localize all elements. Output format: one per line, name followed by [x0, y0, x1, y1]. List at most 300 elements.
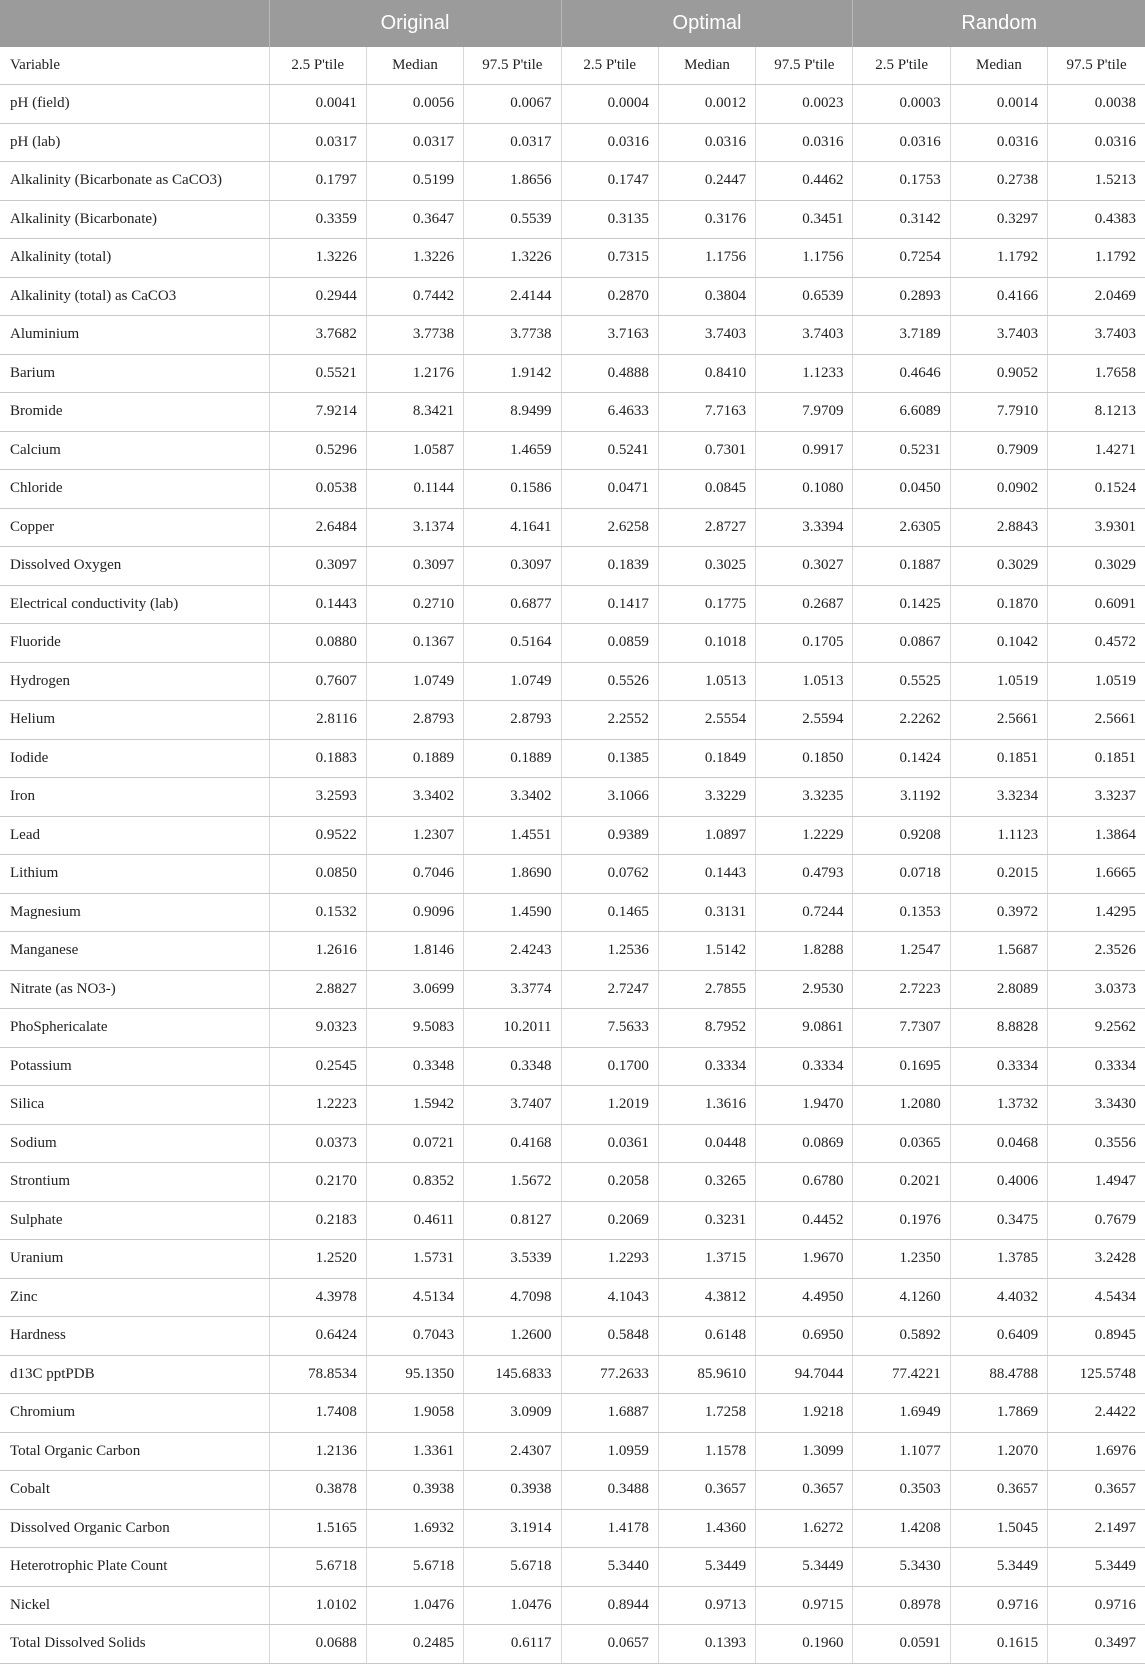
value-cell: 0.4452 [756, 1201, 853, 1240]
table-row [0, 239, 1145, 278]
value-cell: 0.0004 [561, 85, 658, 124]
value-cell: 5.3430 [853, 1548, 950, 1587]
value-cell: 1.5731 [366, 1240, 463, 1279]
value-cell: 1.0513 [658, 662, 755, 701]
column-header: Median [366, 47, 463, 85]
value-cell: 7.9709 [756, 393, 853, 432]
value-cell: 3.7738 [464, 316, 561, 355]
value-cell: 0.0450 [853, 470, 950, 509]
variable-cell: Uranium [0, 1240, 269, 1279]
value-cell: 0.3334 [756, 1047, 853, 1086]
value-cell: 6.4633 [561, 393, 658, 432]
table-row [0, 431, 1145, 470]
column-header-variable: Variable [0, 47, 269, 85]
value-cell: 0.0056 [366, 85, 463, 124]
table-row [0, 893, 1145, 932]
value-cell: 1.0519 [950, 662, 1047, 701]
value-cell: 0.3359 [269, 200, 366, 239]
value-cell: 94.7044 [756, 1355, 853, 1394]
value-cell: 5.3449 [658, 1548, 755, 1587]
value-cell: 0.3657 [950, 1471, 1047, 1510]
column-header: 97.5 P'tile [1048, 47, 1145, 85]
value-cell: 3.3774 [464, 970, 561, 1009]
value-cell: 1.0519 [1048, 662, 1145, 701]
value-cell: 0.1532 [269, 893, 366, 932]
value-cell: 2.4307 [464, 1432, 561, 1471]
table-row [0, 739, 1145, 778]
value-cell: 0.5848 [561, 1317, 658, 1356]
value-cell: 1.0587 [366, 431, 463, 470]
value-cell: 1.0959 [561, 1432, 658, 1471]
value-cell: 0.1976 [853, 1201, 950, 1240]
value-cell: 1.1792 [1048, 239, 1145, 278]
value-cell: 8.7952 [658, 1009, 755, 1048]
value-cell: 0.0867 [853, 624, 950, 663]
table-row [0, 1163, 1145, 1202]
value-cell: 0.4166 [950, 277, 1047, 316]
column-header: Median [950, 47, 1047, 85]
value-cell: 0.3334 [1048, 1047, 1145, 1086]
value-cell: 1.3864 [1048, 816, 1145, 855]
value-cell: 0.1417 [561, 585, 658, 624]
value-cell: 0.1700 [561, 1047, 658, 1086]
value-cell: 0.0316 [561, 123, 658, 162]
value-cell: 0.6780 [756, 1163, 853, 1202]
value-cell: 0.5296 [269, 431, 366, 470]
value-cell: 0.3497 [1048, 1625, 1145, 1664]
value-cell: 1.2229 [756, 816, 853, 855]
value-cell: 0.4572 [1048, 624, 1145, 663]
value-cell: 0.6424 [269, 1317, 366, 1356]
value-cell: 0.8127 [464, 1201, 561, 1240]
value-cell: 3.7403 [756, 316, 853, 355]
column-header: Median [658, 47, 755, 85]
variable-cell: Sodium [0, 1124, 269, 1163]
value-cell: 4.5434 [1048, 1278, 1145, 1317]
value-cell: 0.5521 [269, 354, 366, 393]
value-cell: 0.0067 [464, 85, 561, 124]
table-row [0, 1355, 1145, 1394]
value-cell: 0.1465 [561, 893, 658, 932]
value-cell: 2.4243 [464, 932, 561, 971]
table-row [0, 1240, 1145, 1279]
variable-cell: Fluoride [0, 624, 269, 663]
value-cell: 1.2307 [366, 816, 463, 855]
table-row [0, 277, 1145, 316]
table-row [0, 932, 1145, 971]
value-cell: 0.1797 [269, 162, 366, 201]
value-cell: 4.1043 [561, 1278, 658, 1317]
value-cell: 2.8843 [950, 508, 1047, 547]
variable-cell: Aluminium [0, 316, 269, 355]
value-cell: 3.3237 [1048, 778, 1145, 817]
value-cell: 1.6272 [756, 1509, 853, 1548]
value-cell: 0.3142 [853, 200, 950, 239]
value-cell: 88.4788 [950, 1355, 1047, 1394]
value-cell: 2.9530 [756, 970, 853, 1009]
value-cell: 0.0762 [561, 855, 658, 894]
value-cell: 8.9499 [464, 393, 561, 432]
value-cell: 0.2021 [853, 1163, 950, 1202]
table-row [0, 1278, 1145, 1317]
value-cell: 0.8944 [561, 1586, 658, 1625]
value-cell: 0.2893 [853, 277, 950, 316]
table-row [0, 1432, 1145, 1471]
value-cell: 0.2069 [561, 1201, 658, 1240]
value-cell: 1.5687 [950, 932, 1047, 971]
value-cell: 1.6932 [366, 1509, 463, 1548]
value-cell: 1.2350 [853, 1240, 950, 1279]
value-cell: 0.6091 [1048, 585, 1145, 624]
table-row [0, 1086, 1145, 1125]
value-cell: 9.2562 [1048, 1009, 1145, 1048]
value-cell: 0.3025 [658, 547, 755, 586]
column-header: 97.5 P'tile [464, 47, 561, 85]
value-cell: 0.1524 [1048, 470, 1145, 509]
value-cell: 0.7607 [269, 662, 366, 701]
value-cell: 0.1018 [658, 624, 755, 663]
value-cell: 1.7658 [1048, 354, 1145, 393]
value-cell: 0.2710 [366, 585, 463, 624]
variable-cell: Manganese [0, 932, 269, 971]
value-cell: 0.3938 [464, 1471, 561, 1510]
value-cell: 77.4221 [853, 1355, 950, 1394]
variable-cell: Dissolved Oxygen [0, 547, 269, 586]
value-cell: 0.9389 [561, 816, 658, 855]
value-cell: 3.1914 [464, 1509, 561, 1548]
variable-cell: Cobalt [0, 1471, 269, 1510]
value-cell: 1.3785 [950, 1240, 1047, 1279]
value-cell: 0.3097 [366, 547, 463, 586]
value-cell: 0.9208 [853, 816, 950, 855]
value-cell: 0.5231 [853, 431, 950, 470]
value-cell: 7.7163 [658, 393, 755, 432]
value-cell: 0.3029 [950, 547, 1047, 586]
value-cell: 0.1443 [269, 585, 366, 624]
value-cell: 2.5554 [658, 701, 755, 740]
table-row [0, 200, 1145, 239]
value-cell: 0.1424 [853, 739, 950, 778]
value-cell: 4.5134 [366, 1278, 463, 1317]
value-cell: 0.1889 [464, 739, 561, 778]
value-cell: 0.3348 [464, 1047, 561, 1086]
variable-cell: Lithium [0, 855, 269, 894]
table-row [0, 1201, 1145, 1240]
group-header-random: Random [853, 0, 1145, 47]
group-header-row [0, 0, 1145, 47]
value-cell: 0.2738 [950, 162, 1047, 201]
table-body [0, 85, 1145, 1664]
table-row [0, 470, 1145, 509]
value-cell: 1.1756 [756, 239, 853, 278]
value-cell: 0.9716 [950, 1586, 1047, 1625]
value-cell: 2.5661 [1048, 701, 1145, 740]
value-cell: 3.0373 [1048, 970, 1145, 1009]
value-cell: 1.7258 [658, 1394, 755, 1433]
value-cell: 1.1578 [658, 1432, 755, 1471]
value-cell: 0.8352 [366, 1163, 463, 1202]
variable-cell: Electrical conductivity (lab) [0, 585, 269, 624]
value-cell: 2.4422 [1048, 1394, 1145, 1433]
value-cell: 3.7189 [853, 316, 950, 355]
value-cell: 0.0591 [853, 1625, 950, 1664]
value-cell: 0.0012 [658, 85, 755, 124]
value-cell: 1.8146 [366, 932, 463, 971]
value-cell: 2.3526 [1048, 932, 1145, 971]
value-cell: 0.0316 [658, 123, 755, 162]
variable-cell: Hydrogen [0, 662, 269, 701]
value-cell: 3.1374 [366, 508, 463, 547]
value-cell: 2.0469 [1048, 277, 1145, 316]
value-cell: 4.4032 [950, 1278, 1047, 1317]
variable-cell: Helium [0, 701, 269, 740]
value-cell: 0.5526 [561, 662, 658, 701]
table-row [0, 624, 1145, 663]
value-cell: 1.0476 [464, 1586, 561, 1625]
value-cell: 3.3229 [658, 778, 755, 817]
value-cell: 1.4360 [658, 1509, 755, 1548]
value-cell: 2.8116 [269, 701, 366, 740]
value-cell: 85.9610 [658, 1355, 755, 1394]
value-cell: 2.4144 [464, 277, 561, 316]
value-cell: 0.0880 [269, 624, 366, 663]
value-cell: 0.0850 [269, 855, 366, 894]
table-row [0, 1471, 1145, 1510]
table-row [0, 1124, 1145, 1163]
value-cell: 1.3732 [950, 1086, 1047, 1125]
value-cell: 1.4271 [1048, 431, 1145, 470]
value-cell: 0.0316 [950, 123, 1047, 162]
value-cell: 0.3231 [658, 1201, 755, 1240]
value-cell: 0.0718 [853, 855, 950, 894]
value-cell: 3.2428 [1048, 1240, 1145, 1279]
value-cell: 5.6718 [269, 1548, 366, 1587]
table-row [0, 1548, 1145, 1587]
value-cell: 1.1233 [756, 354, 853, 393]
variable-cell: Strontium [0, 1163, 269, 1202]
value-cell: 0.5164 [464, 624, 561, 663]
value-cell: 0.1393 [658, 1625, 755, 1664]
table-row [0, 778, 1145, 817]
value-cell: 1.5142 [658, 932, 755, 971]
value-cell: 0.5525 [853, 662, 950, 701]
table-row [0, 85, 1145, 124]
value-cell: 2.8827 [269, 970, 366, 1009]
value-cell: 3.0909 [464, 1394, 561, 1433]
variable-cell: Copper [0, 508, 269, 547]
value-cell: 0.0023 [756, 85, 853, 124]
value-cell: 7.7910 [950, 393, 1047, 432]
variable-cell: pH (lab) [0, 123, 269, 162]
value-cell: 2.8727 [658, 508, 755, 547]
value-cell: 0.2944 [269, 277, 366, 316]
value-cell: 0.0859 [561, 624, 658, 663]
value-cell: 0.1775 [658, 585, 755, 624]
value-cell: 1.0749 [366, 662, 463, 701]
value-cell: 1.4659 [464, 431, 561, 470]
value-cell: 0.9715 [756, 1586, 853, 1625]
value-cell: 1.2136 [269, 1432, 366, 1471]
value-cell: 3.7403 [1048, 316, 1145, 355]
value-cell: 0.0003 [853, 85, 950, 124]
value-cell: 1.9470 [756, 1086, 853, 1125]
variable-cell: d13C pptPDB [0, 1355, 269, 1394]
value-cell: 0.2545 [269, 1047, 366, 1086]
table-row [0, 508, 1145, 547]
value-cell: 1.4947 [1048, 1163, 1145, 1202]
variable-cell: Potassium [0, 1047, 269, 1086]
value-cell: 3.3402 [366, 778, 463, 817]
value-cell: 3.7738 [366, 316, 463, 355]
value-cell: 1.4551 [464, 816, 561, 855]
value-cell: 9.0861 [756, 1009, 853, 1048]
value-cell: 0.9713 [658, 1586, 755, 1625]
value-cell: 2.8793 [464, 701, 561, 740]
column-header-row [0, 47, 1145, 85]
value-cell: 3.3402 [464, 778, 561, 817]
value-cell: 0.4888 [561, 354, 658, 393]
value-cell: 0.0361 [561, 1124, 658, 1163]
value-cell: 2.5661 [950, 701, 1047, 740]
value-cell: 0.3097 [269, 547, 366, 586]
value-cell: 0.2485 [366, 1625, 463, 1664]
value-cell: 0.1870 [950, 585, 1047, 624]
value-cell: 1.3099 [756, 1432, 853, 1471]
table-row [0, 662, 1145, 701]
value-cell: 1.7869 [950, 1394, 1047, 1433]
column-header: 2.5 P'tile [269, 47, 366, 85]
table-row [0, 1586, 1145, 1625]
variable-cell: Total Organic Carbon [0, 1432, 269, 1471]
value-cell: 0.0688 [269, 1625, 366, 1664]
value-cell: 0.0317 [366, 123, 463, 162]
value-cell: 4.3812 [658, 1278, 755, 1317]
value-cell: 7.7307 [853, 1009, 950, 1048]
value-cell: 1.0897 [658, 816, 755, 855]
table-row [0, 162, 1145, 201]
value-cell: 2.7247 [561, 970, 658, 1009]
value-cell: 0.6117 [464, 1625, 561, 1664]
value-cell: 0.3027 [756, 547, 853, 586]
value-cell: 2.6258 [561, 508, 658, 547]
value-cell: 1.2176 [366, 354, 463, 393]
value-cell: 95.1350 [366, 1355, 463, 1394]
value-cell: 0.2687 [756, 585, 853, 624]
value-cell: 3.3235 [756, 778, 853, 817]
value-cell: 1.3361 [366, 1432, 463, 1471]
value-cell: 1.1792 [950, 239, 1047, 278]
value-cell: 0.3657 [756, 1471, 853, 1510]
value-cell: 1.7408 [269, 1394, 366, 1433]
value-cell: 0.0845 [658, 470, 755, 509]
value-cell: 5.3449 [950, 1548, 1047, 1587]
value-cell: 3.3430 [1048, 1086, 1145, 1125]
table-row [0, 1509, 1145, 1548]
value-cell: 1.2520 [269, 1240, 366, 1279]
value-cell: 2.1497 [1048, 1509, 1145, 1548]
value-cell: 10.2011 [464, 1009, 561, 1048]
value-cell: 0.0657 [561, 1625, 658, 1664]
value-cell: 0.0365 [853, 1124, 950, 1163]
value-cell: 0.3878 [269, 1471, 366, 1510]
variable-cell: Chloride [0, 470, 269, 509]
value-cell: 5.6718 [464, 1548, 561, 1587]
table-row [0, 393, 1145, 432]
value-cell: 0.6877 [464, 585, 561, 624]
value-cell: 1.4295 [1048, 893, 1145, 932]
value-cell: 1.2600 [464, 1317, 561, 1356]
variable-cell: Iodide [0, 739, 269, 778]
variable-cell: Dissolved Organic Carbon [0, 1509, 269, 1548]
value-cell: 0.2870 [561, 277, 658, 316]
value-cell: 0.4168 [464, 1124, 561, 1163]
value-cell: 1.1756 [658, 239, 755, 278]
value-cell: 3.9301 [1048, 508, 1145, 547]
value-cell: 0.1851 [950, 739, 1047, 778]
variable-cell: Nitrate (as NO3-) [0, 970, 269, 1009]
variable-cell: Nickel [0, 1586, 269, 1625]
value-cell: 0.1080 [756, 470, 853, 509]
value-cell: 0.7244 [756, 893, 853, 932]
value-cell: 0.3503 [853, 1471, 950, 1510]
value-cell: 0.1385 [561, 739, 658, 778]
value-cell: 0.7254 [853, 239, 950, 278]
value-cell: 0.6148 [658, 1317, 755, 1356]
value-cell: 0.5539 [464, 200, 561, 239]
value-cell: 4.4950 [756, 1278, 853, 1317]
value-cell: 0.1705 [756, 624, 853, 663]
value-cell: 9.0323 [269, 1009, 366, 1048]
value-cell: 1.3715 [658, 1240, 755, 1279]
value-cell: 1.2070 [950, 1432, 1047, 1471]
value-cell: 4.3978 [269, 1278, 366, 1317]
value-cell: 1.0513 [756, 662, 853, 701]
value-cell: 3.7163 [561, 316, 658, 355]
value-cell: 0.7442 [366, 277, 463, 316]
value-cell: 0.3135 [561, 200, 658, 239]
value-cell: 0.4611 [366, 1201, 463, 1240]
value-cell: 1.5213 [1048, 162, 1145, 201]
value-cell: 0.0902 [950, 470, 1047, 509]
value-cell: 0.4462 [756, 162, 853, 201]
value-cell: 5.6718 [366, 1548, 463, 1587]
group-header-original: Original [269, 0, 561, 47]
value-cell: 1.8288 [756, 932, 853, 971]
value-cell: 1.3226 [269, 239, 366, 278]
value-cell: 1.2293 [561, 1240, 658, 1279]
variable-cell: Heterotrophic Plate Count [0, 1548, 269, 1587]
value-cell: 0.7043 [366, 1317, 463, 1356]
value-cell: 0.3297 [950, 200, 1047, 239]
value-cell: 0.3804 [658, 277, 755, 316]
value-cell: 0.2170 [269, 1163, 366, 1202]
value-cell: 0.2183 [269, 1201, 366, 1240]
value-cell: 0.0317 [269, 123, 366, 162]
value-cell: 0.0041 [269, 85, 366, 124]
table-row [0, 855, 1145, 894]
value-cell: 0.3348 [366, 1047, 463, 1086]
value-cell: 9.5083 [366, 1009, 463, 1048]
value-cell: 0.1851 [1048, 739, 1145, 778]
value-cell: 0.1753 [853, 162, 950, 201]
value-cell: 3.3234 [950, 778, 1047, 817]
value-cell: 1.5045 [950, 1509, 1047, 1548]
value-cell: 1.9670 [756, 1240, 853, 1279]
value-cell: 0.1042 [950, 624, 1047, 663]
value-cell: 1.3226 [464, 239, 561, 278]
variable-cell: Alkalinity (total) as CaCO3 [0, 277, 269, 316]
variable-cell: pH (field) [0, 85, 269, 124]
